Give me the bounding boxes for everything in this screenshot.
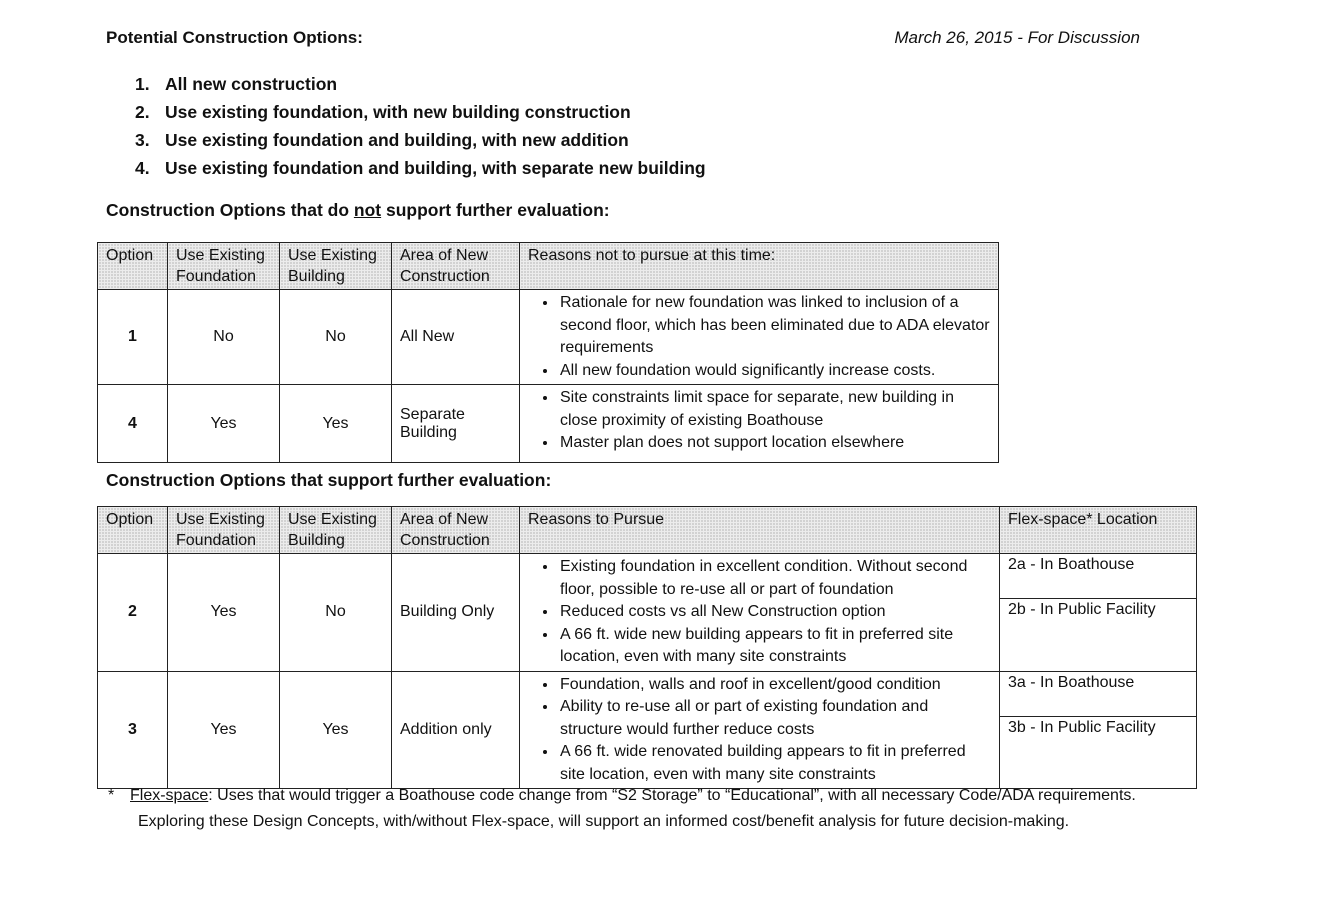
- reason-item: • A 66 ft. wide renovated building appears to fit in preferred site location, even with many site constraints: [558, 741, 991, 786]
- reason-item: • A 66 ft. wide new building appears to fit in preferred site location, even with many site constraints: [558, 624, 991, 669]
- header-cell: Reasons not to pursue at this time:: [520, 243, 999, 290]
- header-cell: Use Existing Foundation: [168, 243, 280, 290]
- emphasis-not: not: [353, 200, 382, 220]
- footnote-text: : Uses that would trigger a Boathouse code change from “S2 Storage” to “Educational”, with all necessary Code/ADA requirements.: [208, 787, 1136, 804]
- supported-options-table: [97, 506, 1197, 789]
- foundation-cell: Yes: [168, 554, 280, 672]
- option-cell: 1: [98, 290, 168, 385]
- flex-space-cell: [1000, 671, 1197, 789]
- table-row: [98, 554, 1197, 672]
- reason-item: • All new foundation would significantly increase costs.: [558, 360, 990, 383]
- table-header-row: [98, 243, 999, 290]
- area-cell: Addition only: [392, 671, 520, 789]
- flex-location: 3b - In Public Facility: [1008, 718, 1156, 736]
- reason-item: • Foundation, walls and roof in excellent/good condition: [558, 674, 991, 697]
- header-cell: Option: [98, 507, 168, 554]
- reason-item: • Rationale for new foundation was linked to inclusion of a second floor, which has been eliminated due to ADA elevator requirements: [558, 292, 990, 360]
- list-item: 1. All new construction: [135, 74, 338, 94]
- reason-item: • Site constraints limit space for separate, new building in close proximity of existing Boathouse: [558, 387, 990, 432]
- foundation-cell: No: [168, 290, 280, 385]
- not-supported-options-table: [97, 242, 999, 463]
- header-cell: Reasons to Pursue: [520, 507, 1000, 554]
- footnote-line-1: [108, 783, 1136, 809]
- foundation-cell: Yes: [168, 671, 280, 789]
- reason-item: • Master plan does not support location elsewhere: [558, 432, 990, 455]
- reasons-cell: [520, 671, 1000, 789]
- building-cell: No: [280, 554, 392, 672]
- flex-location: 2a - In Boathouse: [1000, 554, 1196, 599]
- supported-section-title: Construction Options that support further evaluation:: [106, 470, 552, 490]
- list-item: 3. Use existing foundation and building, with new addition: [135, 130, 629, 150]
- option-cell: 4: [98, 385, 168, 463]
- header-cell: Area of New Construction: [392, 243, 520, 290]
- area-cell: Building Only: [392, 554, 520, 672]
- option-cell: 3: [98, 671, 168, 789]
- flex-location: 3a - In Boathouse: [1000, 672, 1196, 717]
- footnote-marker: *: [108, 787, 115, 804]
- reason-item: • Ability to re-use all or part of existing foundation and structure would further reduce costs: [558, 696, 991, 741]
- area-cell: Separate Building: [392, 385, 520, 463]
- reason-item: • Existing foundation in excellent condition. Without second floor, possible to re-use all or part of foundation: [558, 556, 991, 601]
- foundation-cell: Yes: [168, 385, 280, 463]
- area-cell: All New: [392, 290, 520, 385]
- header-cell: Option: [98, 243, 168, 290]
- footnote: [108, 783, 1136, 835]
- footnote-term: Flex-space: [130, 787, 209, 804]
- not-supported-section-title: Construction Options that do not support further evaluation:: [106, 200, 610, 220]
- option-cell: 2: [98, 554, 168, 672]
- table-row: [98, 385, 999, 463]
- flex-space-cell: [1000, 554, 1197, 672]
- page-title: Potential Construction Options:: [106, 28, 363, 47]
- header-cell: Flex-space* Location: [1000, 507, 1197, 554]
- date-note: March 26, 2015 - For Discussion: [894, 28, 1140, 47]
- header-cell: Use Existing Foundation: [168, 507, 280, 554]
- table-header-row: [98, 507, 1197, 554]
- reasons-cell: [520, 554, 1000, 672]
- building-cell: Yes: [280, 385, 392, 463]
- header-cell: Use Existing Building: [280, 507, 392, 554]
- list-item: 4. Use existing foundation and building, with separate new building: [135, 158, 706, 178]
- reasons-cell: [520, 385, 999, 463]
- list-item: 2. Use existing foundation, with new building construction: [135, 102, 631, 122]
- header-cell: Use Existing Building: [280, 243, 392, 290]
- table-row: [98, 671, 1197, 789]
- construction-options-list: [135, 72, 706, 184]
- flex-location: 2b - In Public Facility: [1008, 601, 1156, 618]
- building-cell: Yes: [280, 671, 392, 789]
- reasons-cell: [520, 290, 999, 385]
- header-cell: Area of New Construction: [392, 507, 520, 554]
- building-cell: No: [280, 290, 392, 385]
- reason-item: • Reduced costs vs all New Construction option: [558, 601, 991, 624]
- footnote-line-2: Exploring these Design Concepts, with/without Flex-space, will support an informed cost/benefit analysis for future decision-making.: [138, 813, 1070, 830]
- table-row: [98, 290, 999, 385]
